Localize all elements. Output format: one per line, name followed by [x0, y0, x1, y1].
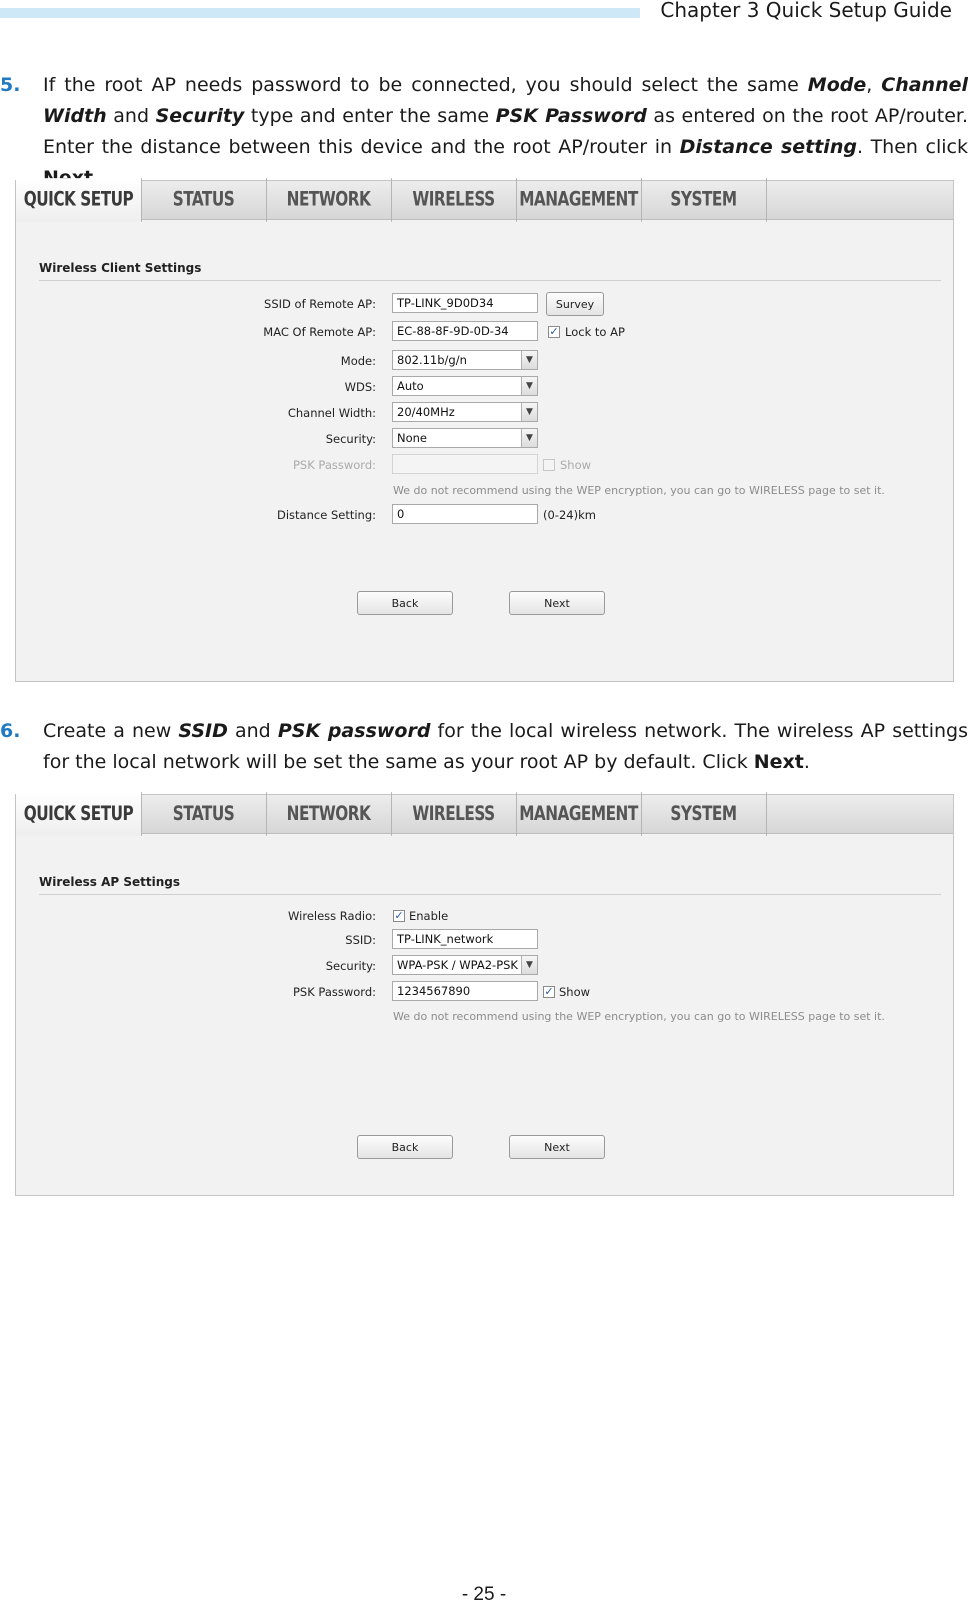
wep-note: We do not recommend using the WEP encryption, you can go to WIRELESS page to set it. — [393, 1010, 885, 1023]
nav-tabs — [16, 181, 953, 220]
tab-network[interactable]: NETWORK — [266, 178, 392, 222]
channel-width-value: 20/40MHz — [397, 405, 455, 419]
distance-label: Distance Setting: — [277, 508, 376, 522]
chapter-title: Chapter 3 Quick Setup Guide — [660, 0, 952, 22]
ssid-label: SSID of Remote AP: — [264, 297, 376, 311]
ssid-input[interactable]: TP-LINK_network — [392, 929, 538, 949]
distance-input[interactable]: 0 — [392, 504, 538, 524]
next-button[interactable]: Next — [509, 1135, 605, 1159]
tab-quick-setup[interactable]: QUICK SETUP — [16, 178, 142, 222]
header-accent-bar — [0, 8, 640, 18]
step-6-text — [43, 716, 968, 778]
lock-to-ap-label: Lock to AP — [565, 325, 625, 339]
show-password-checkbox[interactable]: ✓ — [544, 985, 554, 998]
term-next: Next — [753, 751, 804, 773]
nav-tabs — [16, 795, 953, 834]
step-6-paragraph — [0, 716, 968, 778]
step-5-text-part: If the root AP needs password to be connected, you should select the same — [43, 74, 808, 96]
term-distance-setting: Distance setting — [679, 136, 857, 158]
wep-note: We do not recommend using the WEP encryption, you can go to WIRELESS page to set it. — [393, 484, 885, 497]
mac-input[interactable]: EC-88-8F-9D-0D-34 — [392, 321, 538, 341]
step-5-text-part: and — [106, 105, 156, 127]
chevron-down-icon: ▼ — [521, 351, 537, 369]
step-5-paragraph — [0, 70, 968, 194]
tab-status[interactable]: STATUS — [141, 178, 267, 222]
section-divider — [39, 894, 941, 895]
section-title: Wireless Client Settings — [39, 261, 202, 275]
lock-to-ap-checkbox[interactable]: ✓ — [549, 325, 559, 338]
step-6-text-part: Create a new — [43, 720, 179, 742]
chevron-down-icon: ▼ — [521, 403, 537, 421]
step-5-number: 5. — [0, 74, 21, 96]
term-psk-password: PSK Password — [495, 105, 647, 127]
mac-label: MAC Of Remote AP: — [263, 325, 376, 339]
section-divider — [39, 280, 941, 281]
tab-management[interactable]: MANAGEMENT — [516, 178, 642, 222]
mode-select[interactable] — [392, 350, 538, 370]
next-button[interactable]: Next — [509, 591, 605, 615]
wds-select[interactable] — [392, 376, 538, 396]
term-mode: Mode — [807, 74, 867, 96]
show-password-label: Show — [560, 458, 592, 472]
tab-wireless[interactable]: WIRELESS — [391, 178, 517, 222]
term-channel-width: Channel Width — [43, 74, 968, 127]
wireless-radio-label: Wireless Radio: — [288, 909, 376, 923]
ssid-label: SSID: — [345, 933, 376, 947]
psk-password-label: PSK Password: — [292, 985, 376, 999]
step-6-text-part: for the local wireless network. The wireless AP settings for the local network will be set the same as your root AP by default. Click — [43, 720, 968, 773]
security-label: Security: — [325, 959, 376, 973]
chevron-down-icon: ▼ — [521, 429, 537, 447]
wireless-radio-enable-label: Enable — [409, 909, 449, 923]
security-select[interactable] — [392, 955, 538, 975]
tab-system[interactable]: SYSTEM — [641, 792, 767, 836]
channel-width-label: Channel Width: — [287, 406, 376, 420]
survey-button[interactable]: Survey — [546, 292, 604, 316]
step-5-text — [43, 70, 968, 194]
show-password-checkbox[interactable] — [543, 459, 555, 471]
term-security: Security — [155, 105, 245, 127]
term-ssid: SSID — [178, 720, 228, 742]
step-6-text-part: and — [227, 720, 278, 742]
security-select[interactable] — [392, 428, 538, 448]
wireless-radio-checkbox[interactable]: ✓ — [394, 909, 404, 922]
step-5-text-part: as entered on the root AP/router. Enter the distance between this device and the root AP/router in — [43, 105, 968, 158]
psk-password-input[interactable]: 1234567890 — [392, 981, 538, 1001]
wds-label: WDS: — [344, 380, 376, 394]
distance-unit: (0-24)km — [543, 508, 596, 522]
ssid-input[interactable]: TP-LINK_9D0D34 — [392, 293, 538, 313]
security-value: WPA-PSK / WPA2-PSK — [397, 958, 518, 972]
client-settings-screenshot — [15, 180, 954, 682]
back-button[interactable]: Back — [357, 1135, 453, 1159]
wds-value: Auto — [397, 379, 424, 393]
chevron-down-icon: ▼ — [521, 377, 537, 395]
step-5-text-part: . Then click — [856, 136, 968, 158]
tab-quick-setup[interactable]: QUICK SETUP — [16, 792, 142, 836]
page-number: - 25 - — [461, 1584, 507, 1605]
show-password-label: Show — [559, 985, 591, 999]
step-6-text-part: . — [803, 751, 810, 773]
security-value: None — [397, 431, 428, 445]
ap-settings-screenshot — [15, 794, 954, 1196]
back-button[interactable]: Back — [357, 591, 453, 615]
step-6-number: 6. — [0, 720, 21, 742]
mode-label: Mode: — [340, 354, 376, 368]
channel-width-select[interactable] — [392, 402, 538, 422]
psk-password-input[interactable] — [392, 454, 538, 474]
tab-wireless[interactable]: WIRELESS — [391, 792, 517, 836]
term-psk-password: PSK password — [277, 720, 431, 742]
tab-status[interactable]: STATUS — [141, 792, 267, 836]
tab-network[interactable]: NETWORK — [266, 792, 392, 836]
tab-management[interactable]: MANAGEMENT — [516, 792, 642, 836]
section-title: Wireless AP Settings — [39, 875, 181, 889]
mode-value: 802.11b/g/n — [397, 353, 467, 367]
step-5-text-part: type and enter the same — [244, 105, 496, 127]
psk-password-label: PSK Password: — [292, 458, 376, 472]
step-5-text-part: , — [866, 74, 882, 96]
security-label: Security: — [325, 432, 376, 446]
tab-system[interactable]: SYSTEM — [641, 178, 767, 222]
chevron-down-icon: ▼ — [521, 956, 537, 974]
